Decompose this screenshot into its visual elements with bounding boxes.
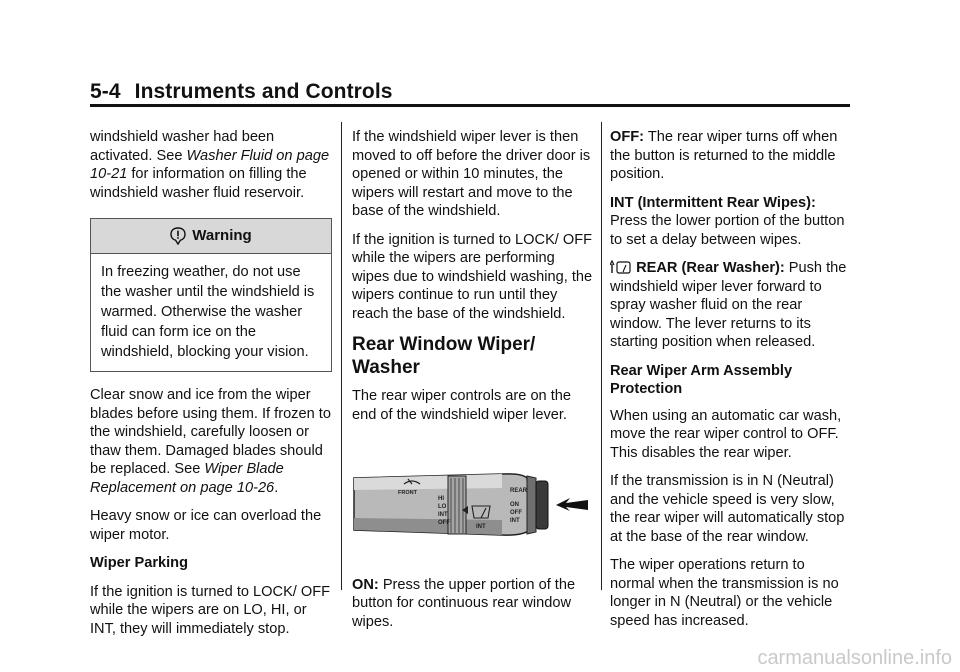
warning-icon: [170, 227, 186, 245]
warning-box: [90, 218, 332, 372]
lo-label: LO: [438, 504, 447, 510]
int-term: INT (Intermittent Rear Wipes):: [610, 194, 816, 211]
section-title: Instruments and Controls: [134, 80, 393, 103]
on-description: Press the upper portion of the button for continuous rear window wipes.: [352, 576, 576, 630]
column-2: [352, 128, 594, 641]
wiper-lever-illustration: [352, 448, 592, 558]
off-term: OFF:: [610, 129, 645, 145]
subheading: Rear Wiper Arm Assembly Protection: [610, 362, 793, 397]
paragraph: When using an automatic car wash, move the rear wiper control to OFF. This disables the rear wiper.: [610, 407, 842, 461]
header-text: [90, 80, 850, 104]
column-divider-1: [341, 122, 342, 590]
int-label: INT: [438, 512, 448, 518]
watermark: carmanualsonline.info: [757, 647, 952, 669]
paragraph: [90, 128, 332, 202]
section-heading: Rear Window Wiper/ Washer: [352, 334, 536, 378]
column-3: [610, 128, 852, 640]
page-number: 5-4: [90, 80, 121, 103]
paragraph: If the ignition is turned to LOCK/ OFF while the wipers are on LO, HI, or INT, they will immediately stop.: [90, 583, 331, 637]
paragraph: If the windshield wiper lever is then moved to off before the driver door is opened or within 10 minutes, the wipers will restart and move to the base of the windshield.: [352, 129, 591, 219]
paragraph: The wiper operations return to normal when the transmission is no longer in N (Neutral) or the vehicle speed has increased.: [610, 557, 839, 629]
rear-int-label: INT: [510, 518, 520, 524]
warning-header: [91, 219, 331, 254]
off-label: OFF: [438, 520, 450, 526]
warning-title: Warning: [192, 226, 252, 244]
paragraph: [90, 386, 332, 497]
front-label: FRONT: [398, 490, 417, 496]
text: windshield washer had been activated. See: [90, 129, 275, 164]
paragraph: [610, 128, 852, 184]
paragraph: If the ignition is turned to LOCK/ OFF while the wipers are performing wipes due to windshield washing, the wipers continue to run until they reach the base of the windshield.: [352, 231, 593, 322]
paragraph: Heavy snow or ice can overload the wiper motor.: [90, 508, 322, 543]
warning-text: In freezing weather, do not use the washer until the windshield is warmed. Otherwise the washer fluid can form ice on the windshield, blocking your vision.: [101, 264, 315, 360]
text: for information on filling the windshield washer fluid reservoir.: [90, 166, 307, 201]
int-description: Press the lower portion of the button to set a delay between wipes.: [610, 213, 845, 248]
on-label: ON: [510, 502, 519, 508]
off-description: The rear wiper turns off when the button is returned to the middle position.: [610, 129, 838, 182]
text: .: [274, 479, 279, 496]
subheading: Wiper Parking: [90, 555, 188, 571]
int-marker-label: INT: [476, 524, 486, 530]
paragraph: [610, 259, 852, 352]
rear-term: REAR (Rear Washer):: [636, 260, 785, 276]
page-header: [90, 80, 850, 104]
paragraph: If the transmission is in N (Neutral) and the vehicle speed is very slow, the rear wiper will automatically stop at the base of the rear window.: [610, 473, 845, 545]
on-term: ON:: [352, 576, 379, 593]
rear-description: Push the windshield wiper lever forward to spray washer fluid on the rear window. The lever returns to its starting position when released.: [610, 260, 847, 350]
cross-reference-link[interactable]: Wiper Blade Replacement on page 10-26: [90, 461, 284, 496]
column-divider-2: [601, 122, 602, 590]
header-rule: [90, 104, 850, 107]
column-1: [90, 128, 332, 648]
hi-label: HI: [438, 496, 444, 502]
paragraph: [352, 576, 594, 632]
rear-washer-icon: [610, 260, 632, 274]
paragraph: The rear wiper controls are on the end of the windshield wiper lever.: [352, 388, 572, 423]
rear-label: REAR: [510, 488, 528, 494]
paragraph: [610, 194, 852, 250]
text: Clear snow and ice from the wiper blades before using them. If frozen to the windshield, carefully loosen or thaw them. Damaged blades should be replaced. See: [90, 387, 331, 477]
cross-reference-link[interactable]: Washer Fluid on page 10-21: [90, 147, 330, 182]
rear-off-label: OFF: [510, 510, 522, 516]
